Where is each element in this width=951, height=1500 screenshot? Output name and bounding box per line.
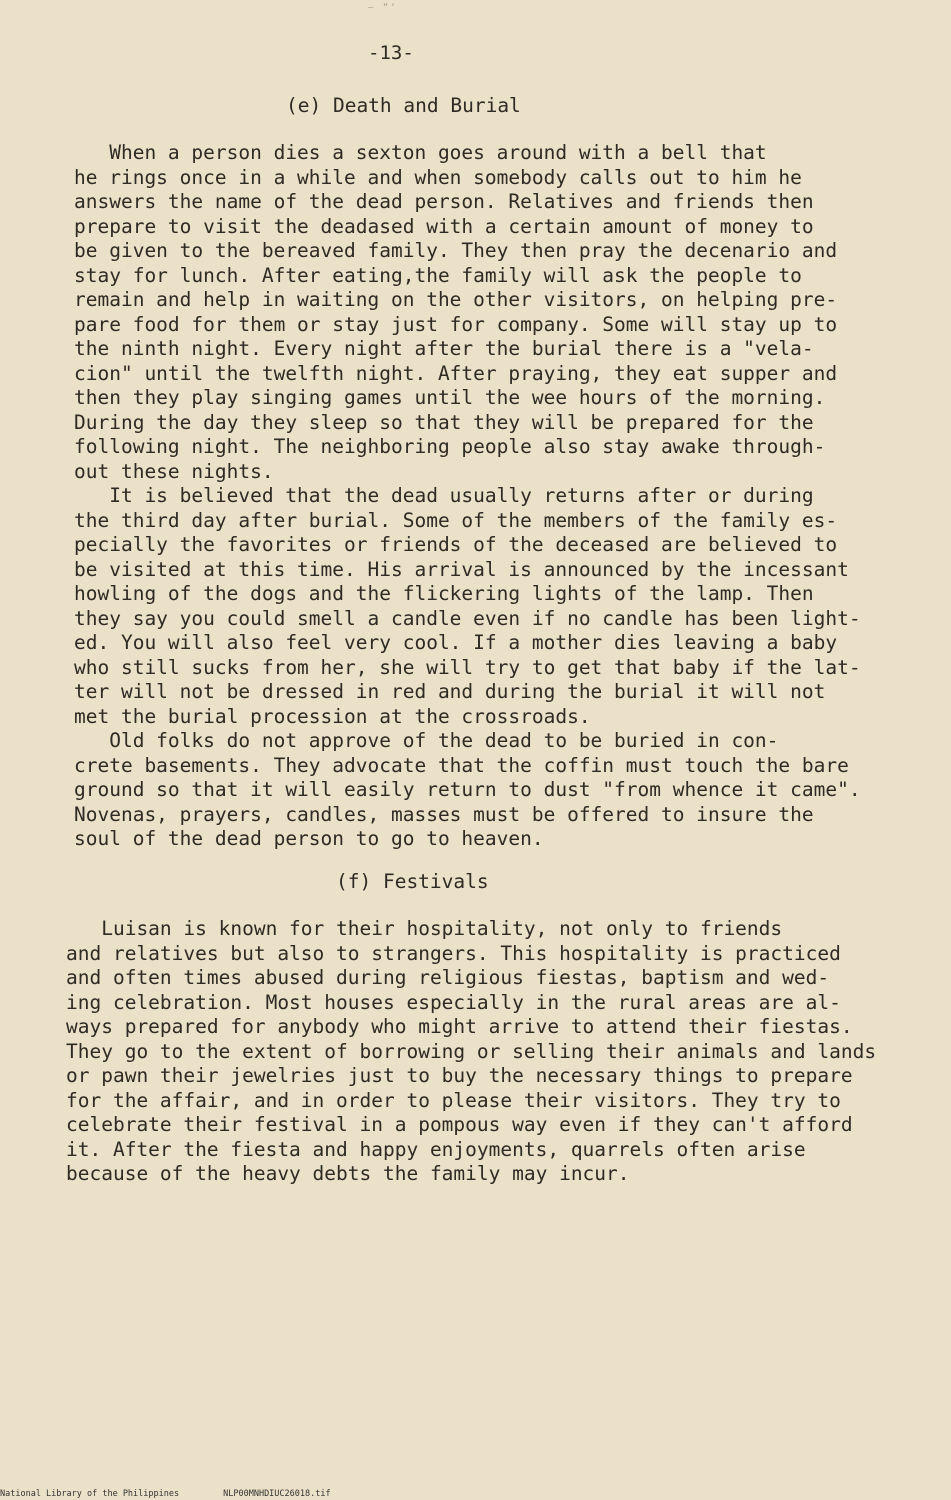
section-heading-death-burial: (e) Death and Burial xyxy=(286,94,521,117)
text-line: Novenas, prayers, candles, masses must be offered to insure the xyxy=(74,802,814,826)
text-line: they say you could smell a candle even if no candle has been light- xyxy=(74,606,861,630)
text-line: Old folks do not approve of the dead to be buried in con- xyxy=(74,729,779,752)
text-line: because of the heavy debts the family may incur. xyxy=(66,1162,630,1185)
text-line: cion" until the twelfth night. After praying, they eat supper and xyxy=(74,361,838,385)
text-line: then they play singing games until the wee hours of the morning. xyxy=(74,386,826,409)
text-line: remain and help in waiting on the other visitors, on helping pre- xyxy=(74,288,838,311)
text-line: They go to the extent of borrowing or selling their animals and lands xyxy=(66,1039,877,1063)
text-line: ground so that it will easily return to dust "from whence it came". xyxy=(74,778,861,801)
text-line: celebrate their festival in a pompous way even if they can't afford xyxy=(66,1113,853,1136)
text-line: stay for lunch. After eating,the family will ask the people to xyxy=(74,263,802,287)
text-line: following night. The neighboring people also stay awake through- xyxy=(74,435,826,458)
text-line: pare food for them or stay just for company. Some will stay up to xyxy=(74,312,838,336)
text-line: out these nights. xyxy=(74,459,274,483)
text-line: howling of the dogs and the flickering lights of the lamp. Then xyxy=(74,582,814,605)
text-line: During the day they sleep so that they will be prepared for the xyxy=(74,410,814,434)
text-line: be given to the bereaved family. They then pray the decenario and xyxy=(74,239,838,262)
section-body-death-burial xyxy=(74,141,861,852)
text-line: be visited at this time. His arrival is announced by the incessant xyxy=(74,557,849,581)
text-line: prepare to visit the deadased with a certain amount of money to xyxy=(74,214,814,238)
footer xyxy=(0,1489,375,1499)
text-line: pecially the favorites or friends of the deceased are believed to xyxy=(74,533,838,556)
text-line: Luisan is known for their hospitality, not only to friends xyxy=(66,917,783,940)
text-line: soul of the dead person to go to heaven. xyxy=(74,827,544,850)
section-body-festivals xyxy=(66,917,876,1187)
text-line: it. After the fiesta and happy enjoyments, quarrels often arise xyxy=(66,1137,806,1161)
text-line: ed. You will also feel very cool. If a mother dies leaving a baby xyxy=(74,631,838,654)
text-line: ing celebration. Most houses especially in the rural areas are al- xyxy=(66,990,841,1014)
text-line: he rings once in a while and when somebody calls out to him he xyxy=(74,165,802,189)
text-line: the third day after burial. Some of the members of the family es- xyxy=(74,508,838,532)
text-line: and often times abused during religious fiestas, baptism and wed- xyxy=(66,966,830,989)
text-line: ways prepared for anybody who might arrive to attend their fiestas. xyxy=(66,1015,853,1038)
page-number: -13- xyxy=(368,42,414,64)
footer-library: National Library of the Philippines xyxy=(0,1489,180,1499)
footer-file: NLP00MNHDIUC26018.tif xyxy=(223,1489,331,1499)
text-line: It is believed that the dead usually returns after or during xyxy=(74,484,814,507)
text-line: who still sucks from her, she will try to get that baby if the lat- xyxy=(74,655,861,679)
text-line: ter will not be dressed in red and during the burial it will not xyxy=(74,680,826,703)
text-line: for the affair, and in order to please their visitors. They try to xyxy=(66,1088,841,1112)
text-line: crete basements. They advocate that the coffin must touch the bare xyxy=(74,753,849,777)
text-line: met the burial procession at the crossroads. xyxy=(74,704,591,728)
section-heading-festivals: (f) Festivals xyxy=(336,870,489,893)
top-mark: — “‘ xyxy=(368,3,398,13)
text-line: the ninth night. Every night after the burial there is a "vela- xyxy=(74,337,814,360)
text-line: answers the name of the dead person. Relatives and friends then xyxy=(74,190,814,213)
text-line: and relatives but also to strangers. This hospitality is practiced xyxy=(66,941,841,965)
text-line: or pawn their jewelries just to buy the necessary things to prepare xyxy=(66,1064,853,1087)
text-line: When a person dies a sexton goes around with a bell that xyxy=(74,141,767,164)
